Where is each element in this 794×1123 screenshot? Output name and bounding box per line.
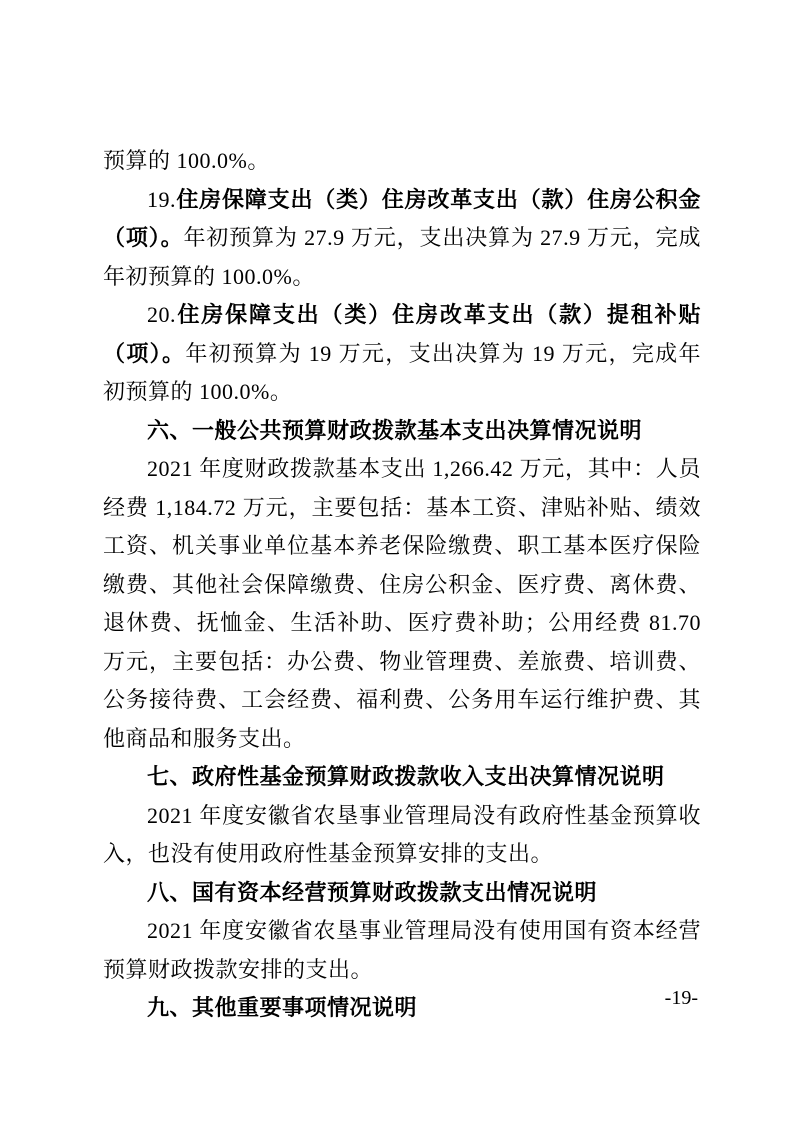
section-6-heading: 六、一般公共预算财政拨款基本支出决算情况说明 <box>147 417 643 443</box>
item-19-number: 19. <box>147 186 176 212</box>
section-8-paragraph: 2021 年度安徽省农垦事业管理局没有使用国有资本经营预算财政拨款安排的支出。 <box>103 918 701 982</box>
item-20-title: 住房保障支出（类）住房改革支出（款）提租补贴（项）。 <box>103 302 701 366</box>
section-7-paragraph: 2021 年度安徽省农垦事业管理局没有政府性基金预算收入，也没有使用政府性基金预算安排的支出。 <box>103 802 701 866</box>
section-7-heading: 七、政府性基金预算财政拨款收入支出决算情况说明 <box>147 764 665 789</box>
paragraph-continuation: 预算的 100.0%。 <box>103 148 270 173</box>
document-body <box>103 142 701 1028</box>
item-19-body: 年初预算为 27.9 万元，支出决算为 27.9 万元，完成年初预算的 100.0%。 <box>103 225 701 289</box>
section-9-heading: 九、其他重要事项情况说明 <box>147 995 418 1020</box>
item-19 <box>103 181 701 297</box>
item-20-number: 20. <box>147 302 176 327</box>
section-8-heading: 八、国有资本经营预算财政拨款支出情况说明 <box>147 879 598 905</box>
item-20-body: 年初预算为 19 万元，支出决算为 19 万元，完成年初预算的 100.0%。 <box>103 340 701 404</box>
item-19-title: 住房保障支出（类）住房改革支出（款）住房公积金（项）。 <box>103 186 701 250</box>
page-number: -19- <box>664 987 698 1009</box>
section-6-paragraph: 2021 年度财政拨款基本支出 1,266.42 万元，其中：人员经费 1,184.72 万元，主要包括：基本工资、津贴补贴、绩效工资、机关事业单位基本养老保险缴费、职工基本医疗保险缴费、其他社会保障缴费、住房公积金、医疗费、离休费、退休费、抚恤金、生活补助、医疗费补助；公用经费 81.70 万元，主要包括：办公费、物业管理费、差旅费、培训费、公务接待费、工会经费、福利费、公务用车运行维护费、其他商品和服务支出。 <box>103 456 701 751</box>
item-20 <box>103 296 701 412</box>
